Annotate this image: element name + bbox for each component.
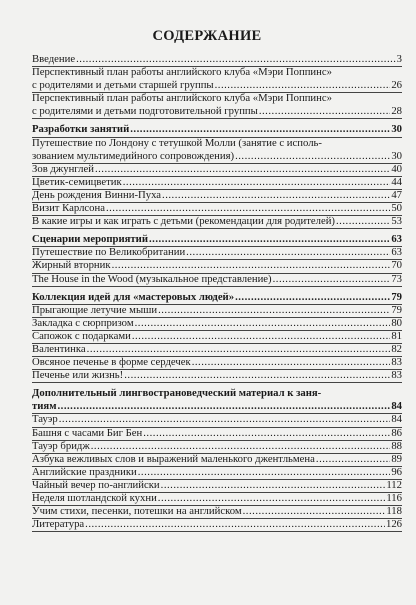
- dot-leader: [138, 466, 391, 479]
- entry-title: Овсяное печенье в форме сердечек: [32, 356, 191, 369]
- page-number: 47: [391, 188, 402, 201]
- dot-leader: [161, 479, 386, 492]
- entry-title: Путешествие по Великобритании: [32, 246, 186, 259]
- dot-leader: [85, 518, 385, 531]
- toc-entry: [32, 259, 402, 272]
- entry-title: Визит Карлсона: [32, 202, 105, 215]
- entry-title: Литература: [32, 518, 85, 531]
- entry-title: с родителями и детьми старшей группы: [32, 79, 214, 92]
- dot-leader: [57, 400, 390, 413]
- toc-section: [32, 233, 402, 246]
- entry-title: Прыгающие летучие мыши: [32, 303, 158, 316]
- dot-leader: [87, 343, 391, 356]
- entry-title: Печенье или жизнь!: [32, 369, 124, 382]
- page-number: 118: [386, 505, 402, 518]
- section-title-line1: Дополнительный лингвострановедческий материал к заня-: [32, 387, 322, 400]
- dot-leader: [158, 492, 386, 505]
- entry-title: Тауэр бридж: [32, 439, 90, 452]
- dot-leader: [112, 259, 391, 272]
- page-number: 80: [391, 316, 402, 329]
- toc-section: [32, 123, 402, 136]
- dot-leader: [259, 105, 390, 118]
- entry-title: Чайный вечер по-английски: [32, 478, 160, 491]
- page-number: 84: [391, 413, 402, 426]
- toc-entry: [32, 66, 402, 92]
- entry-title: Сапожок с подарками: [32, 329, 131, 342]
- page-number: 50: [391, 202, 402, 215]
- entry-title-line1: Перспективный план работы английского клуба «Мэри Поппинс»: [32, 66, 332, 79]
- entry-title: Неделя шотландской кухни: [32, 492, 157, 504]
- dot-leader: [336, 215, 390, 228]
- toc-section: [32, 291, 402, 304]
- entry-title: с родителями и детьми подготовительной группы: [32, 105, 258, 118]
- entry-title: День рождения Винни-Пуха: [32, 188, 162, 201]
- dot-leader: [215, 79, 391, 92]
- entry-title: Азбука вежливых слов и выражений маленького джентльмена: [32, 452, 315, 465]
- dot-leader: [186, 246, 390, 259]
- entry-title: Цветик-семицветик: [32, 175, 122, 188]
- toc-section: [32, 387, 402, 413]
- page-number: 40: [391, 162, 402, 175]
- page-number: 83: [391, 369, 402, 382]
- section-title: тиям: [32, 400, 57, 413]
- toc-entry: [32, 215, 402, 228]
- toc-entry: [32, 304, 402, 317]
- toc-entry: [32, 317, 402, 330]
- toc-entry: [32, 92, 402, 118]
- page-number: 81: [391, 329, 402, 342]
- toc-entry: [32, 505, 402, 518]
- toc-entry: [32, 273, 402, 286]
- dot-leader: [76, 53, 396, 66]
- dot-leader: [235, 150, 390, 163]
- page-number: 86: [391, 426, 402, 439]
- entry-title: The House in the Wood (музыкальное представление): [32, 272, 272, 285]
- toc-entry: [32, 189, 402, 202]
- dot-leader: [158, 304, 390, 317]
- page-number: 30: [391, 123, 402, 136]
- dot-leader: [106, 202, 390, 215]
- page-number: 89: [391, 452, 402, 465]
- page-number: 88: [391, 439, 402, 452]
- entry-title-line1: Перспективный план работы английского клуба «Мэри Поппинс»: [32, 92, 332, 105]
- toc-entry: [32, 518, 402, 531]
- dot-leader: [192, 356, 391, 369]
- entry-title: Английские праздники: [32, 465, 137, 478]
- dot-leader: [124, 369, 390, 382]
- entry-title: Валентинка: [32, 342, 86, 355]
- page-number: 53: [391, 215, 402, 228]
- entry-title: Тауэр: [32, 413, 58, 426]
- dot-leader: [149, 233, 390, 246]
- dot-leader: [273, 273, 391, 286]
- toc-entry: [32, 330, 402, 343]
- toc-entry: [32, 202, 402, 215]
- page-number: 126: [385, 518, 402, 531]
- section-title: Разработки занятий: [32, 123, 130, 136]
- toc-entry: [32, 440, 402, 453]
- entry-title: Башня с часами Биг Бен: [32, 426, 143, 439]
- toc-entry: [32, 176, 402, 189]
- page-number: 73: [391, 272, 402, 285]
- entry-title: Зов джунглей: [32, 162, 94, 175]
- page-number: 79: [391, 303, 402, 316]
- page-number: 28: [391, 105, 402, 118]
- entry-title: зованием мультимедийного сопровождения): [32, 149, 235, 162]
- toc-entry: [32, 479, 402, 492]
- entry-title: Введение: [32, 53, 76, 65]
- page-number: 96: [391, 465, 402, 478]
- toc-entry: [32, 137, 402, 163]
- page-number: 84: [391, 400, 402, 413]
- dot-leader: [91, 440, 391, 453]
- entry-title: Жирный вторник: [32, 259, 111, 272]
- dot-leader: [59, 413, 391, 426]
- toc-entry: [32, 343, 402, 356]
- toc-entry: [32, 413, 402, 426]
- page-number: 63: [391, 246, 402, 259]
- page-title: СОДЕРЖАНИЕ: [152, 28, 262, 44]
- toc-entry: [32, 466, 402, 479]
- page-number: 44: [391, 175, 402, 188]
- page-number: 82: [391, 342, 402, 355]
- toc-entry: [32, 427, 402, 440]
- dot-leader: [235, 291, 390, 304]
- page-number: 30: [391, 149, 402, 162]
- toc-entry: [32, 492, 402, 505]
- toc-entry: [32, 369, 402, 382]
- page-number: 83: [391, 356, 402, 369]
- dot-leader: [123, 176, 391, 189]
- section-title: Сценарии мероприятий: [32, 233, 148, 246]
- page-number: 112: [386, 478, 402, 491]
- dot-leader: [130, 123, 390, 136]
- entry-title: Закладка с сюрпризом: [32, 316, 134, 329]
- dot-leader: [143, 427, 390, 440]
- dot-leader: [316, 453, 390, 466]
- dot-leader: [243, 505, 386, 518]
- page-number: 70: [391, 259, 402, 272]
- toc-entry: [32, 163, 402, 176]
- dot-leader: [162, 189, 390, 202]
- toc-entry: [32, 246, 402, 259]
- dot-leader: [95, 163, 390, 176]
- toc-entry: [32, 53, 402, 66]
- table-of-contents: [32, 53, 402, 531]
- entry-title: В какие игры и как играть с детьми (рекомендации для родителей): [32, 215, 335, 228]
- entry-title-line1: Путешествие по Лондону с тетушкой Молли (занятие с исполь-: [32, 136, 322, 149]
- page-number: 26: [391, 79, 402, 92]
- page-number: 63: [391, 233, 402, 246]
- dot-leader: [135, 317, 391, 330]
- dot-leader: [132, 330, 391, 343]
- section-title: Коллекция идей для «мастеровых людей»: [32, 290, 235, 303]
- toc-entry: [32, 453, 402, 466]
- entry-title: Учим стихи, песенки, потешки на английском: [32, 505, 242, 518]
- toc-entry: [32, 356, 402, 369]
- page-number: 116: [386, 492, 402, 504]
- page-number: 79: [391, 290, 402, 303]
- page-number: 3: [396, 53, 402, 65]
